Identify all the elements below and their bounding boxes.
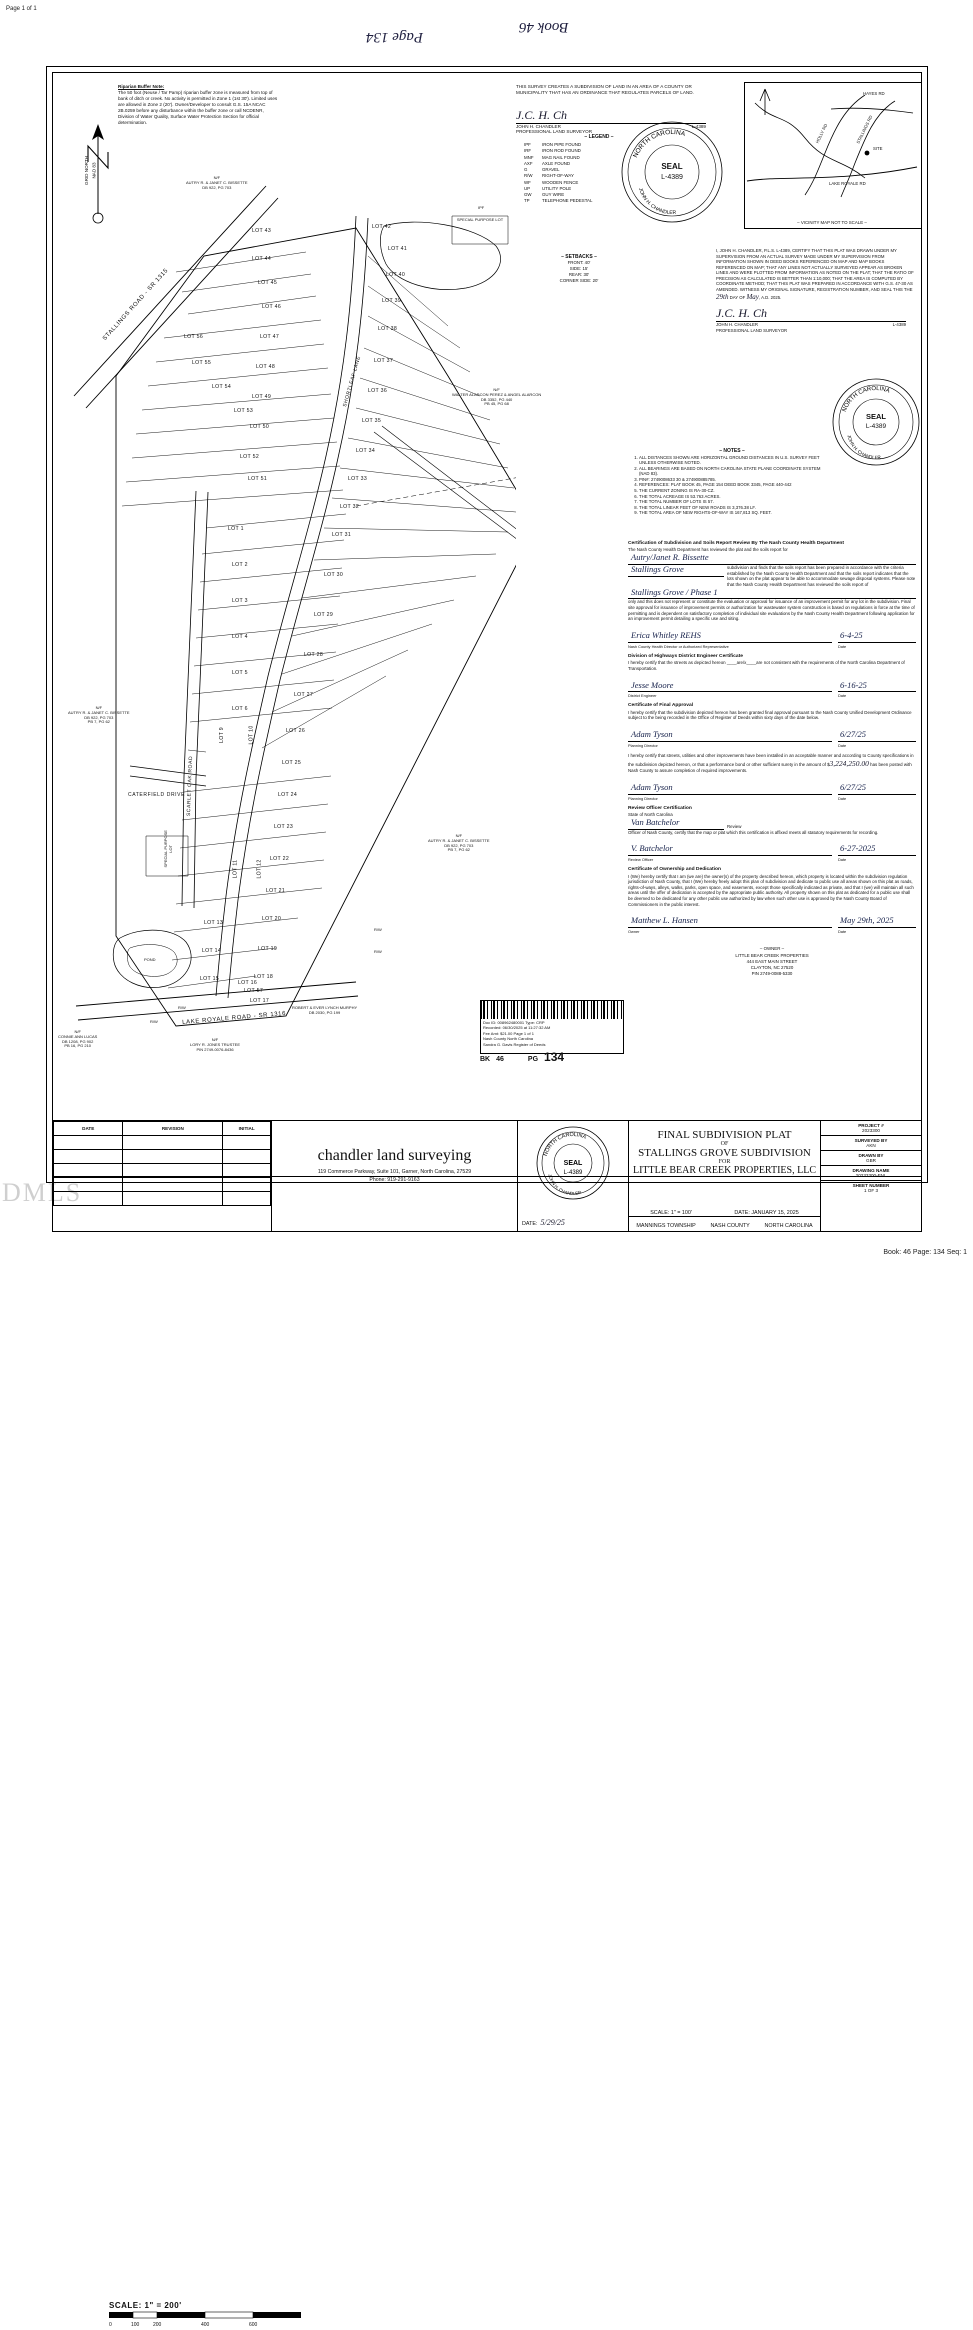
- legend-label: GUY WIRE: [542, 192, 565, 197]
- adjoiner-name: CONNIE ANN LUCAS: [58, 1033, 98, 1039]
- legend-sym: G: [524, 167, 528, 172]
- lot-label: LOT 46: [262, 304, 282, 310]
- recording-line: Sandra G. Davis Register of Deeds: [483, 1041, 546, 1047]
- foot-township: MANNINGS TOWNSHIP: [636, 1223, 696, 1229]
- lot-label: LOT 53: [234, 408, 254, 414]
- lot-label: LOT 10: [248, 725, 255, 745]
- legend-label: GRAVEL: [542, 167, 560, 172]
- riparian-note-body: The 50 foot (Neuse / Tar Pamp) riparian buffer zone is measured from top of bank of ditch or creek. No activity is permitted in Zone 1 (1st 30'). Limited uses are allowed in Zone 2 (20'). Owner/Developer to consult G.S. 15A NCAC 2B.0259 before any disturbance within the buffer zone or call NCDENR, Division of Water Quality, Surface Water Protection Section for official determination.: [118, 89, 278, 125]
- final-approval-signature: Adam Tyson: [631, 729, 673, 740]
- dot-cert-date: 6-16-25: [840, 679, 867, 690]
- project-info-block: [821, 1121, 921, 1231]
- adjoiner-plat: PB 7, PG 62: [447, 847, 470, 853]
- lot-label: LOT 12: [256, 859, 263, 879]
- plat-title-line2: STALLINGS GROVE SUBDIVISION: [638, 1147, 811, 1159]
- lot-label: LOT 31: [332, 532, 352, 538]
- legend-sym: GW: [524, 192, 532, 197]
- revision-row: [54, 1136, 271, 1150]
- ownership-signature: Matthew L. Hansen: [631, 915, 698, 926]
- firm-name: chandler land surveying: [317, 1147, 472, 1164]
- lot-label: LOT 28: [304, 652, 324, 658]
- scale-tick: 200: [153, 2322, 162, 2328]
- lot-label: LOT 30: [324, 572, 344, 578]
- vicinity-label: STALLINGS RD: [855, 114, 874, 145]
- foot-date: DATE: JANUARY 15, 2025: [734, 1210, 799, 1216]
- owner-line: 444 EAST MAIN STREET: [746, 958, 798, 964]
- lot-label: LOT 14: [202, 948, 222, 954]
- health-cert-body2: subdivision and finds that the soils report has been prepared in accordance with the criteria established by the Nash County Health Department and that the soils report indicates that the lots shown on the plat appear to be able to accommodate sewage disposal systems. Please note that the Nash County Health Department has reviewed the soils report of: [727, 564, 916, 587]
- adjoiner-name: AUTRY R. & JANET C. BISSETTE: [186, 179, 248, 185]
- main-title-block: [629, 1121, 821, 1231]
- lot-label: LOT 11: [232, 859, 239, 879]
- lot-label: LOT 56: [184, 334, 204, 340]
- drawn-by: GBR: [866, 1158, 876, 1163]
- pond-label: POND: [144, 957, 156, 962]
- adjoiner-deed: DB 922, PG 703: [444, 842, 474, 848]
- vicinity-caption: – VICINITY MAP NOT TO SCALE –: [797, 220, 867, 225]
- surveyor-cert-title: PROFESSIONAL LAND SURVEYOR: [716, 327, 788, 333]
- adjoiner-deed: DB 3352, PG 440: [480, 396, 513, 402]
- dot-cert-sig-caption: District Engineer: [628, 693, 657, 699]
- lot-label: LOT 32: [340, 504, 360, 510]
- adjoiner-pin: PIN 2749-0076-8436: [196, 1046, 234, 1052]
- adjoiner-deed: DB 2030, PG 199: [308, 1009, 341, 1015]
- health-cert-date: 6-4-25: [840, 630, 863, 641]
- improvements-signature: Adam Tyson: [631, 781, 673, 792]
- legend-sym: WF: [524, 179, 531, 185]
- setbacks-block: – SETBACKS – FRONT: 40' SIDE: 15' REAR: 30' CORNER SIDE: 20': [524, 254, 634, 285]
- lot-label: LOT 22: [270, 856, 290, 862]
- recording-line: Recorded: 06/30/2025 at 11:27:32 AM: [483, 1025, 551, 1031]
- legend-label: AXLE FOUND: [542, 160, 571, 166]
- surveyor-cert-name: JOHN H. CHANDLER: [716, 322, 759, 328]
- revision-row: [54, 1164, 271, 1178]
- firm-seal-block: [518, 1121, 629, 1231]
- notes-title: NOTES: [723, 448, 741, 454]
- road-label-stallings: STALLINGS ROAD - SR 1315: [102, 267, 170, 343]
- health-cert-hand2: Stallings Grove / Phase 1: [631, 586, 718, 597]
- improvements-date-caption: Date: [838, 795, 847, 801]
- page-value: 134: [544, 1050, 565, 1064]
- special-purpose-lot-label: SPECIAL PURPOSE LOT: [456, 217, 504, 222]
- svg-text:JOHN H. CHANDLER: JOHN H. CHANDLER: [846, 434, 882, 461]
- legend-sym: IRF: [524, 148, 532, 154]
- note-item: 7. THE TOTAL NUMBER OF LOTS IS 57.: [639, 499, 832, 505]
- health-cert-signature: Erica Whitley REHS: [631, 630, 701, 641]
- surveyor-name: JOHN H. CHANDLER: [516, 124, 561, 129]
- owner-line: CLAYTON, NC 27520: [750, 965, 794, 971]
- sheet-label: SHEET NUMBER: [852, 1183, 890, 1188]
- scale-bar-graphic: [109, 2310, 305, 2322]
- svg-text:JOHN H. CHANDLER: JOHN H. CHANDLER: [547, 1173, 582, 1197]
- revision-row: [54, 1150, 271, 1164]
- svg-text:L-4389: L-4389: [563, 1170, 583, 1176]
- scale-tick: 100: [131, 2322, 140, 2328]
- lot-label: LOT 55: [192, 360, 212, 366]
- owner-line: LITTLE BEAR CREEK PROPERTIES: [735, 952, 809, 958]
- legend-sym: R/W: [524, 173, 533, 179]
- surveyor-cert-signature: J.C. H. Ch: [716, 305, 767, 320]
- lot-label: LOT 19: [258, 946, 278, 952]
- sheet-number: 1 OF 3: [863, 1188, 879, 1193]
- lot-label: LOT 6: [232, 706, 248, 712]
- recording-line: Nash County North Carolina: [483, 1036, 534, 1042]
- adjoiner-callout: N/F AUTRY R. & JANET C. BISSETTE DB 922, PG 703: [186, 175, 248, 190]
- vicinity-label: HOLLY RD: [814, 122, 829, 145]
- health-cert-body1: The Nash County Health Department has reviewed the plat and the soils report for: [628, 547, 788, 553]
- adjoiner-name: LORY R. JONES TRUSTEE: [190, 1041, 241, 1047]
- review-officer-signature: V. Batchelor: [631, 843, 673, 854]
- lot-label: LOT 17: [250, 998, 270, 1004]
- review-officer-date: 6-27-2025: [840, 843, 876, 854]
- lot-label: LOT 9: [218, 727, 225, 743]
- surveyor-handwritten-signature: J.C. H. Ch: [516, 108, 567, 122]
- firm-address: 119 Commerce Parkway, Suite 101, Garner, North Carolina, 27529: [317, 1169, 472, 1175]
- legend-sym: UP: [524, 185, 531, 191]
- improvements-amount: 3,224,250.00: [829, 758, 869, 768]
- road-label-caterfield: CATERFIELD DRIVE: [128, 792, 186, 798]
- review-officer-sig-caption: Review Officer: [628, 857, 654, 863]
- rw-label: R/W: [178, 1005, 186, 1010]
- svg-text:NORTH CAROLINA: NORTH CAROLINA: [542, 1131, 587, 1157]
- book-label: BK: [480, 1056, 491, 1063]
- svg-text:SEAL: SEAL: [563, 1160, 583, 1167]
- dot-cert-date-caption: Date: [838, 693, 847, 699]
- seal-license: L-4389: [661, 174, 683, 181]
- note-item: 5. THE CURRENT ZONING IS RA-30-CZ.: [639, 488, 832, 494]
- handwritten-book-mark: Book 46: [519, 19, 569, 35]
- road-label-lake-royale: LAKE ROYALE ROAD - SR 1316: [182, 1010, 287, 1026]
- adjoiner-callout: N/F AUTRY R. & JANET C. BISSETTE DB 922, PG 703 PB 7, PG 62: [68, 705, 130, 725]
- watermark: DMLS: [2, 1178, 83, 1207]
- dwg-name: 20233300-FNL: [855, 1173, 887, 1178]
- revision-row: [54, 1192, 271, 1206]
- setback-item: REAR: 30': [568, 272, 590, 278]
- lot-label: LOT 13: [204, 920, 224, 926]
- revision-header: INITIAL: [223, 1122, 271, 1136]
- surveyor-certification: I, JOHN H. CHANDLER, P.L.S. L-4389, CERTIFY THAT THIS PLAT WAS DRAWN UNDER MY SUPERVISION FROM AN ACTUAL SURVEY MADE UNDER MY SUPERVISION FROM INFORMATION SHOWN IN DEED BOOKS REFERENCED ON MAP AND MAP BOOKS REFERENCED ON MAP; THAT ANY LINES NOT ACTUALLY SURVEYED APPEAR AS BROKEN LINES AND WERE PLOTTED FROM INFORMATION AS NOTED ON THE PLAT; THAT THE RATIO OF PRECISION AS CALCULATED IS BETTER THAN 1:10,000; THAT THE AREA IS COMPUTED BY COORDINATE METHOD; THAT THIS PLAT WAS PREPARED IN ACCORDANCE WITH G.S. 47-30 AS AMENDED. WITNESS MY ORIGINAL SIGNATURE, REGISTRATION NUMBER, AND SEAL THIS THE 29th DAY OF May, A.D. 2025. J.C. H. Ch JOHN H. CHANDLER L-4389 PROFESSIONAL LAND SURVEYOR: [716, 248, 914, 333]
- setbacks-title: SETBACKS: [565, 254, 593, 260]
- health-cert-date-caption: Date: [838, 643, 847, 649]
- project-label: PROJECT #: [858, 1123, 884, 1128]
- lot-label: LOT 49: [252, 394, 272, 400]
- surveyor-cert-license: L-4389: [892, 322, 906, 328]
- survey-statement: THIS SURVEY CREATES A SUBDIVISION OF LAND IN AN AREA OF A COUNTY OR MUNICIPALITY THAT HAS AN ORDINANCE THAT REGULATES PARCELS OF LAND.: [516, 84, 694, 95]
- legend-sym: TP: [524, 198, 530, 204]
- review-officer-date-caption: Date: [838, 857, 847, 863]
- adjoiner-deed: DB 922, PG 703: [202, 184, 232, 190]
- review-officer-word: Review: [727, 824, 742, 830]
- final-approval-date: 6/27/25: [840, 729, 866, 740]
- page-label: PG: [527, 1056, 539, 1063]
- legend-label: IRON PIPE FOUND: [542, 142, 582, 147]
- lot-label: LOT 20: [262, 916, 282, 922]
- handwritten-page-mark: Page 134: [366, 29, 424, 45]
- lot-label: LOT 25: [282, 760, 302, 766]
- improvements-date: 6/27/25: [840, 781, 866, 792]
- lot-label: LOT 2: [232, 562, 248, 568]
- final-approval-certificate: [628, 703, 916, 748]
- plat-title-line1: FINAL SUBDIVISION PLAT: [657, 1129, 792, 1141]
- setback-item: CORNER SIDE: 20': [559, 278, 599, 284]
- lot-label: LOT 26: [286, 728, 306, 734]
- lot-label: LOT 23: [274, 824, 294, 830]
- special-purpose-lot-label: SPECIAL PURPOSE LOT: [163, 830, 173, 868]
- barcode: [481, 1001, 623, 1019]
- vicinity-map: [744, 82, 922, 229]
- setback-item: FRONT: 40': [567, 260, 591, 265]
- lot-label: LOT 35: [362, 418, 382, 424]
- health-cert-body3: only and this does not represent or constitute the evaluation or approval for issuance of an improvement permit for any lot in the subdivision. Final site approval for issuance of improvement permits or authorization for wastewater system construction is based on regulations in force at the time of permitting and is dependent on satisfactory completion of individual site evaluations by the Nash County Health Department following application for an improvement permit detailing a specific use and siting.: [628, 599, 915, 622]
- lot-label: LOT 51: [248, 476, 268, 482]
- review-officer-name: Van Batchelor: [631, 816, 680, 827]
- lot-label: LOT 44: [252, 256, 272, 262]
- seal-license: L-4389: [865, 423, 887, 430]
- lot-label: LOT 21: [266, 888, 286, 894]
- certificates-column: [628, 536, 916, 978]
- improvements-sig-caption: Planning Director: [628, 795, 658, 801]
- foot-scale: SCALE: 1" = 100': [650, 1210, 692, 1216]
- foot-county: NASH COUNTY: [710, 1223, 750, 1229]
- health-cert-title: Certification of Subdivision and Soils Report Review By The Nash County Health Department: [628, 541, 845, 546]
- recording-line: Doc ID: 008962480001 Type: CRP: [483, 1020, 545, 1025]
- adjoiner-deed: DB 922, PG 703: [84, 714, 114, 720]
- seal-date-label: DATE:: [522, 1221, 538, 1227]
- owner-block-title: OWNER: [763, 946, 781, 952]
- improvements-certificate: [628, 753, 916, 801]
- ownership-date-caption: Date: [838, 929, 847, 935]
- lot-label: LOT 29: [314, 612, 334, 618]
- book-page-stamp: [480, 1050, 622, 1064]
- ownership-title: Certificate of Ownership and Dedication: [628, 867, 721, 873]
- foot-state: NORTH CAROLINA: [764, 1223, 813, 1229]
- ipf-label: IPF: [478, 205, 485, 210]
- revision-row: [54, 1178, 271, 1192]
- lot-label: LOT 38: [378, 326, 398, 332]
- plat-map-drawing: [56, 76, 516, 1036]
- surveyed-by: AKN: [866, 1143, 876, 1148]
- surveyor-license: L-4389: [691, 124, 706, 129]
- rw-label: R/W: [374, 949, 382, 954]
- lot-label: LOT 47: [260, 334, 280, 340]
- lot-label: LOT 15: [200, 976, 220, 982]
- seal-word: SEAL: [661, 162, 683, 171]
- lot-label: LOT 3: [232, 598, 248, 604]
- lot-label: LOT 5: [232, 670, 248, 676]
- plat-title-of: OF: [720, 1141, 729, 1147]
- lot-label: LOT 1: [228, 526, 244, 532]
- adjoiner-callout: N/F CONNIE ANN LUCAS DB 1208, PG 902 PB 16, PG 210: [58, 1029, 98, 1049]
- scale-bar-block: [109, 2301, 315, 2330]
- legend-title: LEGEND: [588, 134, 610, 140]
- title-block: [52, 1120, 922, 2328]
- lot-label: LOT 16: [238, 980, 258, 986]
- review-officer-body: Officer of Nash County, certify that the map or plat which this certification is affixed meets all statutory requirements for recording.: [628, 829, 879, 835]
- ownership-sig-caption: Owner: [628, 929, 640, 935]
- owner-line: PIN 2749-0088-5330: [751, 971, 793, 977]
- rw-label: R/W: [150, 1019, 158, 1024]
- improvements-body: I hereby certify that streets, utilities and other improvements have been installed in an acceptable manner and according to County specifications in the subdivision depicted hereon, or that a performance bond or other sufficient surety in the amount of $: [628, 752, 914, 767]
- note-item: 9. THE TOTAL AREA OF NEW RIGHTS-OF-WAY IS 167,813 SQ. FEET.: [639, 510, 832, 516]
- adjoiner-plat: PB 16, PG 210: [64, 1043, 92, 1049]
- svg-text:NORTH CAROLINA: NORTH CAROLINA: [841, 385, 891, 413]
- scale-tick: 400: [201, 2322, 210, 2328]
- adjoiner-callout: N/F WALTER ALARCON PEREZ & ANGEL ALARCON DB 3352, PG 440 PB 45, PG 68: [452, 387, 542, 407]
- lot-label: LOT 18: [254, 974, 274, 980]
- seal-word: SEAL: [865, 412, 886, 421]
- vicinity-caption-text: VICINITY MAP NOT TO SCALE: [800, 220, 864, 225]
- review-officer-certificate: [628, 806, 916, 863]
- north-arrow: GRID NORTH NAD 83: [78, 118, 120, 228]
- scale-tick: 600: [249, 2322, 258, 2328]
- page-header-left: Page 1 of 1: [6, 6, 37, 12]
- page-header-right: Book: 46 Page: 134 Seq: 1: [883, 1249, 967, 1256]
- ownership-dedication-certificate: [628, 867, 916, 934]
- health-department-certificate: [628, 541, 916, 649]
- riparian-note-title: Riparian Buffer Note:: [118, 84, 165, 89]
- recording-line: Fee Amt: $21.00 Page 1 of 1: [483, 1030, 534, 1036]
- final-approval-title: Certificate of Final Approval: [628, 703, 694, 709]
- book-value: 46: [496, 1056, 504, 1063]
- surveyor-cert-year: A.D. 2025.: [761, 294, 782, 300]
- seal-date-value: 5/29/25: [540, 1218, 565, 1227]
- vicinity-label: HAYES RD: [863, 91, 885, 96]
- recording-stamp: [480, 1000, 624, 1054]
- lot-label: LOT 54: [212, 384, 232, 390]
- dwg-label: DRAWING NAME: [852, 1168, 890, 1173]
- vicinity-label: LAKE ROYALE RD: [829, 181, 866, 186]
- legend: – LEGEND – IPF IRON PIPE FOUND IRF IRON ROD FOUND MNF MAG NAIL FOUND AXF AXLE FOUND G GRAVEL R/W RIGHT-OF-WAY WF WOODEN FENCE UP UTILITY POLE GW GUY WIRE TP TELEPHONE PEDESTAL: [524, 134, 614, 204]
- legend-label: TELEPHONE PEDESTAL: [542, 198, 593, 204]
- surveyor-cert-day: 29th: [716, 292, 729, 301]
- final-approval-date-caption: Date: [838, 742, 847, 748]
- lot-label: LOT 24: [278, 792, 298, 798]
- road-label-shortleaf: SHORTLEAF LANE: [342, 355, 363, 408]
- legend-sym: IPF: [524, 142, 531, 147]
- road-label-scarlet-oak: SCARLET OAK ROAD: [186, 755, 195, 817]
- adjoiner-name: AUTRY R. & JANET C. BISSETTE: [428, 837, 490, 843]
- ownership-date: May 29th, 2025: [840, 915, 894, 926]
- drawn-label: DRAWN BY: [858, 1153, 884, 1158]
- legend-label: WOODEN FENCE: [542, 179, 579, 185]
- surveyor-seal-bottom: [830, 376, 922, 468]
- lot-label: LOT 34: [356, 448, 376, 454]
- svg-text:JOHN H. CHANDLER: JOHN H. CHANDLER: [637, 187, 677, 217]
- legend-label: MAG NAIL FOUND: [542, 154, 580, 160]
- lot-label: LOT 45: [258, 280, 278, 286]
- surveyor-title: PROFESSIONAL LAND SURVEYOR: [516, 129, 593, 134]
- surveyed-label: SURVEYED BY: [854, 1138, 888, 1143]
- svg-text:NORTH CAROLINA: NORTH CAROLINA: [632, 128, 686, 159]
- final-approval-body: I hereby certify that the subdivision depicted hereon has been granted final approval pursuant to the Nash County Unified Development Ordinance subject to the being recorded in the Office of Register of Deeds within sixty days of the date below.: [628, 709, 912, 721]
- lot-label: LOT 27: [294, 692, 314, 698]
- adjoiner-plat: PB 45, PG 68: [484, 401, 509, 407]
- lot-label: LOT 41: [388, 246, 408, 252]
- legend-label: IRON ROD FOUND: [542, 148, 581, 154]
- lot-label: LOT 39: [382, 298, 402, 304]
- note-item: 3. PIN#: 2749008633 30 & 274900885785.: [639, 477, 832, 483]
- note-item: 2. ALL BEARINGS ARE BASED ON NORTH CAROLINA STATE PLANE COORDINATE SYSTEM (NAD 83).: [639, 466, 832, 477]
- dot-cert-body: I hereby certify that the streets as depicted hereon ____are/x____are not consistent with the requirements of the North Carolina Department of Transportation.: [628, 660, 905, 671]
- dot-cert-signature: Jesse Moore: [631, 679, 674, 690]
- health-cert-hand1: Autry/Janet R. Bissette: [631, 552, 709, 563]
- revision-header: DATE: [54, 1122, 123, 1136]
- dot-cert-title: Division of Highways District Engineer Certificate: [628, 653, 743, 659]
- improvements-body2: has been posted with Nash County to assure completion of required improvements.: [628, 761, 912, 774]
- adjoiner-plat: PB 7, PG 62: [87, 719, 110, 725]
- lot-label: LOT 36: [368, 388, 388, 394]
- firm-phone: Phone: 919-291-9163: [369, 1176, 420, 1183]
- legend-sym: AXF: [524, 160, 533, 166]
- note-item: 4. REFERENCES: PLAT BOOK 45, PAGE 154 DEED BOOK 3345, PAGE 440-442: [639, 482, 832, 488]
- legend-sym: MNF: [524, 154, 534, 160]
- lot-label: LOT 4: [232, 634, 248, 640]
- final-approval-sig-caption: Planning Director: [628, 742, 658, 748]
- rw-label: R/W: [374, 927, 382, 932]
- lot-label: LOT 52: [240, 454, 260, 460]
- note-item: 1. ALL DISTANCES SHOWN ARE HORIZONTAL GROUND DISTANCES IN U.S. SURVEY FEET UNLESS OTHERWISE NOTED.: [639, 455, 832, 466]
- note-item: 6. THE TOTAL ACREAGE IS 53.763 ACRES.: [639, 494, 832, 500]
- adjoiner-callout: N/F AUTRY R. & JANET C. BISSETTE DB 922, PG 703 PB 7, PG 62: [428, 833, 490, 853]
- adjoiner-name: WALTER ALARCON PEREZ & ANGEL ALARCON: [452, 391, 542, 397]
- legend-label: RIGHT-OF-WAY: [542, 173, 574, 179]
- setback-item: SIDE: 15': [569, 266, 589, 272]
- lot-label: LOT 43: [252, 228, 272, 234]
- surveyor-cert-body: I, JOHN H. CHANDLER, P.L.S. L-4389, CERTIFY THAT THIS PLAT WAS DRAWN UNDER MY SUPERVISION FROM AN ACTUAL SURVEY MADE UNDER MY SUPERVISION FROM INFORMATION SHOWN IN DEED BOOKS REFERENCED ON MAP AND MAP BOOKS REFERENCED ON MAP; THAT ANY LINES NOT ACTUALLY SURVEYED APPEAR AS BROKEN LINES AND WERE PLOTTED FROM INFORMATION AS NOTED ON THE PLAT; THAT THE RATIO OF PRECISION AS CALCULATED IS BETTER THAN 1:10,000; THAT THE AREA IS COMPUTED BY COORDINATE METHOD; THAT THIS PLAT WAS PREPARED IN ACCORDANCE WITH G.S. 47-30 AS AMENDED. WITNESS MY ORIGINAL SIGNATURE, REGISTRATION NUMBER, AND SEAL THIS THE: [716, 248, 914, 293]
- plat-title-line3: LITTLE BEAR CREEK PROPERTIES, LLC: [632, 1165, 816, 1176]
- lot-label: LOT 37: [374, 358, 394, 364]
- adjoiner-deed: DB 1208, PG 902: [61, 1038, 94, 1044]
- plat-title-for: FOR: [718, 1159, 731, 1165]
- dot-district-engineer-certificate: [628, 654, 916, 699]
- health-cert-sig-caption: Nash County Health Director or Authorized Representative: [628, 643, 729, 649]
- revision-table: [53, 1121, 272, 2328]
- review-officer-title: Review Officer Certification: [628, 805, 692, 811]
- scale-label: SCALE: 1" = 200': [109, 2301, 182, 2310]
- owner-block: – OWNER – LITTLE BEAR CREEK PROPERTIES 444 EAST MAIN STREET CLAYTON, NC 27520 PIN 2749-0088-5330: [628, 946, 916, 977]
- vicinity-site-label: SITE: [873, 146, 883, 151]
- lot-label: LOT 42: [372, 224, 392, 230]
- lot-label: LOT 57: [244, 988, 264, 994]
- review-officer-state: State of North Carolina: [628, 812, 673, 818]
- lot-label: LOT 33: [348, 476, 368, 482]
- lot-label: LOT 40: [386, 272, 406, 278]
- firm-block: [272, 1121, 518, 1231]
- project-number: 2023300: [862, 1128, 880, 1133]
- legend-label: UTILITY POLE: [542, 185, 572, 191]
- adjoiner-name: AUTRY R. & JANET C. BISSETTE: [68, 709, 130, 715]
- health-cert-hand3: Stallings Grove: [631, 564, 684, 575]
- ownership-body: I (We) hereby certify that I am (we are) the owner(s) of the property described hereon, which property is located within the subdivision regulation jurisdiction of Nash County, that I (We) hereby freely adopt this plan of subdivision and dedicate to public use all areas shown on this plat as roads, rights-of-ways, alleys, walks, parks, open space, and easements, except those specifically indicated as private, and that I (we) will maintain all such areas until the offer of dedication is accepted by the appropriate public authority. All property shown on this plat as dedicated for a public use shall be deemed to be dedicated for any other public use authorized by law when such other use is approved by the Nash County Board of Commissioners in the public interest.: [628, 873, 914, 907]
- surveyor-seal-top: [618, 118, 726, 226]
- adjoiner-callout: N/F LORY R. JONES TRUSTEE PIN 2749-0076-8436: [190, 1037, 241, 1052]
- adjoiner-callout: [292, 1006, 357, 1016]
- revision-header: REVISION: [123, 1122, 223, 1136]
- notes-block: – NOTES – 1. ALL DISTANCES SHOWN ARE HORIZONTAL GROUND DISTANCES IN U.S. SURVEY FEET UNLESS OTHERWISE NOTED. 2. ALL BEARINGS ARE BASED ON NORTH CAROLINA STATE PLANE COORDINATE SYSTEM (NAD 83). 3. PIN#: 2749008633 30 & 274900885785. 4. REFERENCES: PLAT BOOK 45, PAGE 154 DEED BOOK 3345, PAGE 440-442 5. THE CURRENT ZONING IS RA-30-CZ. 6. THE TOTAL ACREAGE IS 53.763 ACRES. 7. THE TOTAL NUMBER OF LOTS IS 57. 8. THE TOTAL LINEAR FEET OF NEW ROADS IS 3,376.38 LF. 9. THE TOTAL AREA OF NEW RIGHTS-OF-WAY IS 167,813 SQ. FEET.: [632, 448, 832, 516]
- surveyor-cert-month: May: [746, 292, 759, 301]
- lot-label: LOT 48: [256, 364, 276, 370]
- note-item: 8. THE TOTAL LINEAR FEET OF NEW ROADS IS 3,376.38 LF.: [639, 505, 832, 511]
- adjoiner-name: ROBERT & EVER LYNCH MURPHY: [292, 1005, 358, 1010]
- lot-label: LOT 50: [250, 424, 270, 430]
- scale-tick: 0: [109, 2322, 112, 2328]
